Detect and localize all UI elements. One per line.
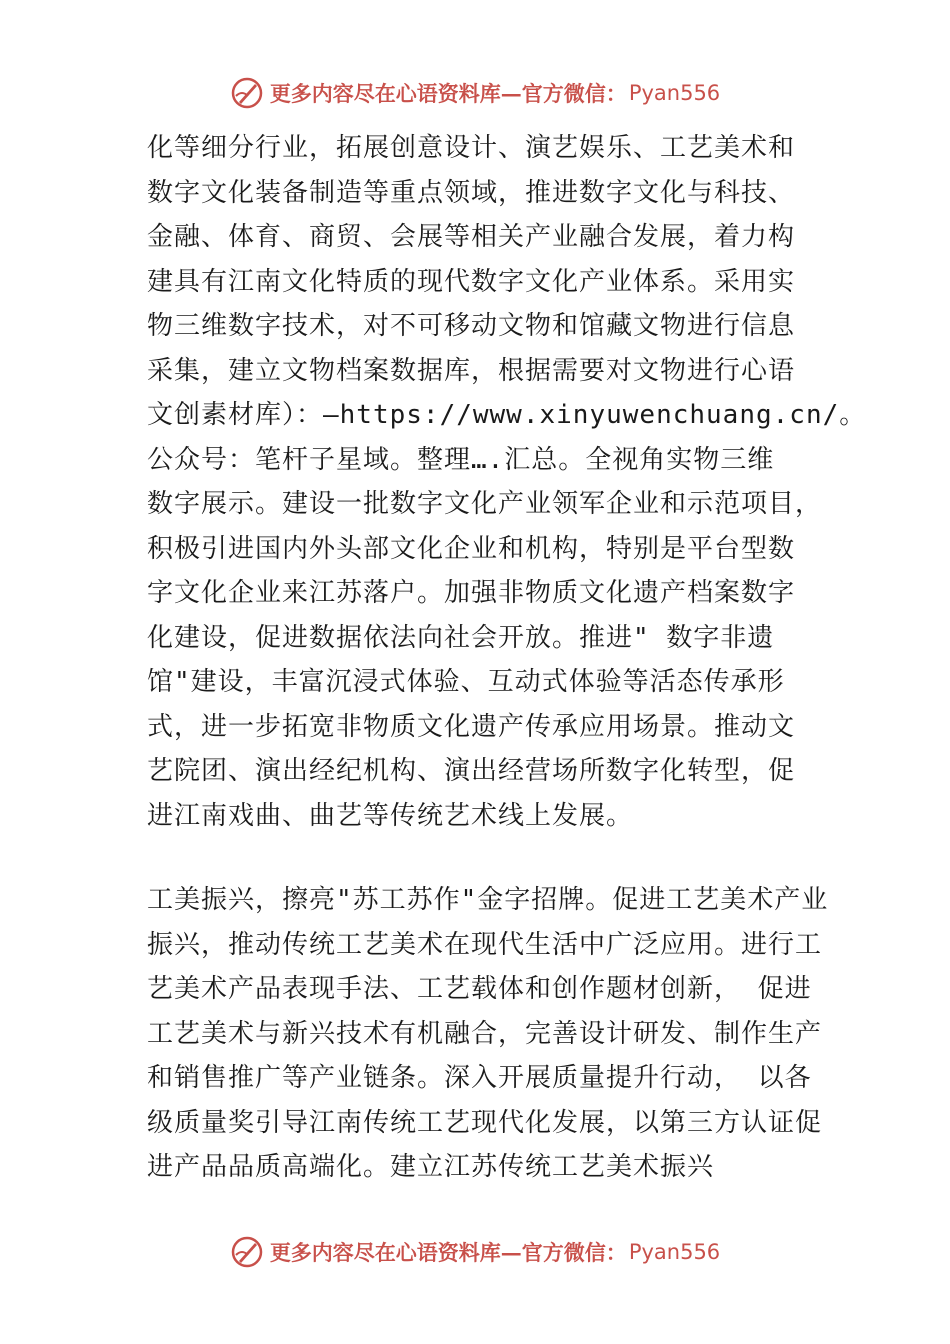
text-line: 级质量奖引导江南传统工艺现代化发展，以第三方认证促 [147, 1107, 823, 1138]
text-line: 积极引进国内外头部文化企业和机构，特别是平台型数 [147, 533, 796, 564]
text-line: 数字文化装备制造等重点领域，推进数字文化与科技、 [147, 177, 796, 208]
footer-banner-text: 更多内容尽在心语资料库—官方微信： [269, 1240, 627, 1265]
text-line: 艺院团、演出经纪机构、演出经营场所数字化转型，促 [147, 756, 796, 786]
header-banner [0, 73, 950, 113]
text-line: 工美振兴，擦亮"苏工苏作"金字招牌。促进工艺美术产业 [147, 885, 829, 915]
text-line: 字文化企业来江苏落户。加强非物质文化遗产档案数字 [147, 578, 796, 608]
text-line: 馆"建设，丰富沉浸式体验、互动式体验等活态传承形 [147, 667, 785, 697]
text-line: 和销售推广等产业链条。深入开展质量提升行动， 以各 [147, 1063, 812, 1093]
header-banner-handle: Pyan556 [628, 81, 721, 105]
text-line: 艺美术产品表现手法、工艺载体和创作题材创新， 促进 [147, 974, 812, 1004]
text-line: 公众号：笔杆子星域。整理….汇总。全视角实物三维 [147, 444, 775, 475]
paragraph-2 [147, 878, 827, 1190]
text-line: 采集，建立文物档案数据库，根据需要对文物进行心语 [147, 355, 796, 386]
text-line: 化等细分行业，拓展创意设计、演艺娱乐、工艺美术和 [147, 133, 796, 163]
pen-logo-icon [230, 1235, 264, 1269]
footer-banner [0, 1232, 950, 1272]
text-line: 进江南戏曲、曲艺等传统艺术线上发展。 [147, 800, 634, 831]
footer-banner-handle: Pyan556 [628, 1240, 721, 1264]
header-banner-text: 更多内容尽在心语资料库—官方微信： [269, 81, 627, 106]
paragraph-1 [147, 126, 867, 838]
text-line: 进产品品质高端化。建立江苏传统工艺美术振兴 [147, 1152, 715, 1182]
text-line-url: 文创素材库）：—https://www.xinyuwenchuang.cn/。 [147, 400, 867, 430]
text-line: 振兴，推动传统工艺美术在现代生活中广泛应用。进行工 [147, 929, 823, 960]
text-line: 化建设，促进数据依法向社会开放。推进" 数字非遗 [147, 622, 775, 653]
pen-logo-icon [230, 76, 264, 110]
text-line: 工艺美术与新兴技术有机融合，完善设计研发、制作生产 [147, 1018, 823, 1049]
text-line: 数字展示。建设一批数字文化产业领军企业和示范项目， [147, 489, 823, 519]
text-line: 金融、体育、商贸、会展等相关产业融合发展，着力构 [147, 222, 796, 252]
text-line: 建具有江南文化特质的现代数字文化产业体系。采用实 [147, 266, 796, 297]
text-line: 式，进一步拓宽非物质文化遗产传承应用场景。推动文 [147, 711, 796, 742]
text-line: 物三维数字技术，对不可移动文物和馆藏文物进行信息 [147, 311, 796, 341]
